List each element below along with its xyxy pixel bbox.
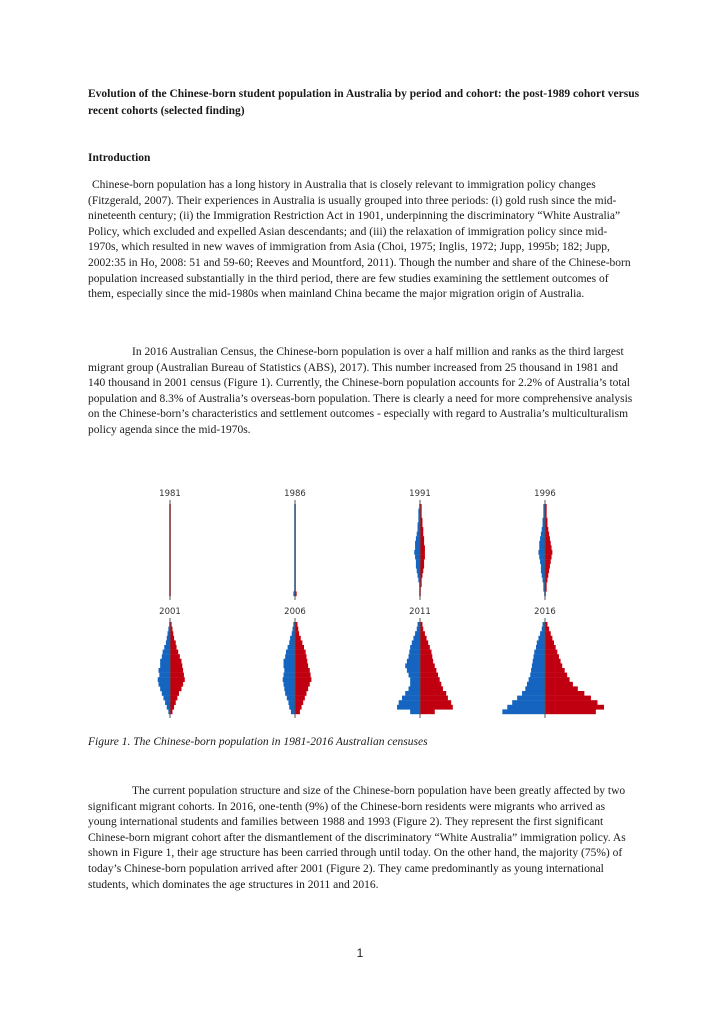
bar-male xyxy=(399,700,420,705)
bar-male xyxy=(159,673,170,678)
bar-female xyxy=(420,555,425,560)
bar-female xyxy=(420,559,424,564)
bar-female xyxy=(545,564,550,569)
bar-female xyxy=(295,640,302,645)
bar-male xyxy=(164,645,170,650)
bar-female xyxy=(545,654,559,659)
bar-male xyxy=(160,686,170,691)
bar-female xyxy=(545,550,552,555)
pyramid-2011 xyxy=(397,607,453,718)
bar-male xyxy=(512,700,545,705)
bar-male xyxy=(407,659,420,664)
bar-male xyxy=(541,568,545,573)
bar-female xyxy=(545,659,561,664)
paper-title: Evolution of the Chinese-born student population in Australia by period and cohort: the post-1989 cohort versus recent cohorts (selected finding) xyxy=(88,88,640,117)
bar-female xyxy=(420,545,425,550)
bar-male xyxy=(285,691,295,696)
bar-female xyxy=(295,645,304,650)
bar-male xyxy=(412,640,420,645)
bar-male xyxy=(159,682,170,687)
bar-female xyxy=(170,700,176,705)
bar-female xyxy=(420,631,425,636)
bar-male xyxy=(288,700,295,705)
bar-male xyxy=(540,631,545,636)
pyramid-year-label: 2001 xyxy=(159,607,181,617)
bar-female xyxy=(170,686,181,691)
bar-male xyxy=(402,696,420,701)
bar-female xyxy=(295,677,311,682)
bar-male xyxy=(538,550,545,555)
bar-female xyxy=(545,705,604,710)
bar-male xyxy=(538,636,545,641)
bar-female xyxy=(420,650,431,655)
bar-male xyxy=(541,564,545,569)
bar-female xyxy=(545,709,596,714)
bar-male xyxy=(290,636,295,641)
bar-male xyxy=(416,559,420,564)
bar-male xyxy=(284,663,295,668)
bar-male xyxy=(289,640,295,645)
bar-male xyxy=(285,654,295,659)
bar-female xyxy=(545,555,552,560)
bar-female xyxy=(420,696,448,701)
bar-female xyxy=(545,545,552,550)
bar-female xyxy=(545,559,551,564)
bar-male xyxy=(539,541,545,546)
bar-female xyxy=(420,709,435,714)
bar-female xyxy=(295,631,299,636)
bar-female xyxy=(170,654,180,659)
bar-male xyxy=(415,545,420,550)
bar-male xyxy=(507,705,545,710)
bar-male xyxy=(537,640,545,645)
bar-female xyxy=(545,700,597,705)
pyramid-1991 xyxy=(409,489,431,600)
bar-male xyxy=(414,550,420,555)
bar-female xyxy=(420,682,441,687)
bar-female xyxy=(170,696,177,701)
bar-male xyxy=(415,541,420,546)
bar-female xyxy=(295,654,306,659)
bar-female xyxy=(295,673,311,678)
bar-female xyxy=(420,654,432,659)
bar-female xyxy=(420,705,453,710)
bar-male xyxy=(540,559,545,564)
bar-female xyxy=(295,709,300,714)
bar-female xyxy=(420,645,430,650)
bar-female xyxy=(170,682,183,687)
pyramid-year-label: 2011 xyxy=(409,607,431,617)
bar-female xyxy=(420,564,424,569)
bar-female xyxy=(545,568,549,573)
bar-male xyxy=(160,663,170,668)
bar-female xyxy=(545,677,570,682)
bar-female xyxy=(545,536,550,541)
bar-female xyxy=(420,541,424,546)
bar-male xyxy=(284,659,295,664)
bar-female xyxy=(545,691,584,696)
bar-male xyxy=(413,636,420,641)
paragraph-intro-2: In 2016 Australian Census, the Chinese-born population is over a half million and ranks as the third largest migrant group (Australian Bureau of Statistics (ABS), 2017). This number increased from 25 thousand in 1981 and 140 thousand in 2001 census (Figure 1). Currently, the Chinese-born population accounts for 2.2% of Australia’s total population and 8.3% of Australia’s overseas-born population. There is clearly a need for more comprehensive analysis on the Chinese-born’s characteristics and settlement outcomes - especially with regard to Australia’s multiculturalism policy agenda since the mid-1970s. xyxy=(88,346,633,436)
bar-male xyxy=(165,700,170,705)
bar-female xyxy=(295,682,310,687)
bar-male xyxy=(284,668,295,673)
bar-female xyxy=(420,659,433,664)
bar-female xyxy=(420,677,440,682)
bar-female xyxy=(420,668,436,673)
bar-male xyxy=(415,631,420,636)
bar-male xyxy=(284,686,295,691)
bar-female xyxy=(545,696,591,701)
bar-male xyxy=(416,564,420,569)
bar-female xyxy=(170,636,174,641)
bar-female xyxy=(420,636,427,641)
bar-female xyxy=(420,536,424,541)
bar-male xyxy=(291,709,295,714)
bar-female xyxy=(545,636,552,641)
bar-male xyxy=(531,668,545,673)
bar-female xyxy=(295,668,310,673)
bar-male xyxy=(158,677,170,682)
bar-male xyxy=(530,673,545,678)
bar-male xyxy=(289,705,295,710)
bar-female xyxy=(295,705,302,710)
bar-female xyxy=(545,686,578,691)
bar-female xyxy=(295,663,308,668)
bar-female xyxy=(420,640,428,645)
bar-male xyxy=(410,682,420,687)
paragraph-intro-1: Chinese-born population has a long history in Australia that is closely relevant to immigration policy changes (Fitzgerald, 2007). Their experiences in Australia is usually grouped into three periods: (i) gold rush since the mid-nineteenth century; (ii) the Immigration Restriction Act in 1901, underpinning the discriminatory “White Australia” Policy, which excluded and expelled Asian descendants; and (iii) the relaxation of immigration policy since mid-1970s, which resulted in new waves of immigration from Asia (Choi, 1975; Inglis, 1972; Jupp, 1995b; 182; Jupp, 2002:35 in Ho, 2008: 51 and 59-60; Reeves and Mountford, 2011). Though the number and share of the Chinese-born population increased substantially in the third period, there are few studies examining the settlement outcomes of them, especially since the mid-1980s when mainland China became the major migration origin of Australia. xyxy=(88,179,631,301)
bar-male xyxy=(405,663,420,668)
bar-male xyxy=(286,650,295,655)
bar-female xyxy=(420,691,446,696)
bar-female xyxy=(545,645,556,650)
pyramid-1981 xyxy=(159,489,181,600)
pyramid-2006 xyxy=(283,607,312,718)
bar-female xyxy=(545,682,573,687)
page-number: 1 xyxy=(356,946,364,960)
bar-female xyxy=(170,705,174,710)
bar-male xyxy=(522,691,545,696)
pyramid-year-label: 1991 xyxy=(409,489,431,499)
bar-female xyxy=(545,673,567,678)
bar-female xyxy=(170,663,182,668)
pyramid-2001 xyxy=(158,607,185,718)
figure-population-pyramids xyxy=(128,486,628,726)
bar-male xyxy=(409,673,420,678)
figure-caption: Figure 1. The Chinese-born population in 1981-2016 Australian censuses xyxy=(88,736,428,748)
bar-male xyxy=(415,555,420,560)
bar-male xyxy=(397,705,420,710)
bar-male xyxy=(283,677,295,682)
bar-male xyxy=(416,536,420,541)
bar-female xyxy=(545,668,565,673)
bar-male xyxy=(534,650,545,655)
bar-female xyxy=(420,686,443,691)
bar-male xyxy=(409,654,420,659)
bar-male xyxy=(409,650,420,655)
bar-female xyxy=(545,640,554,645)
bar-male xyxy=(502,709,545,714)
bar-male xyxy=(410,645,420,650)
paragraph-cohorts: The current population structure and size of the Chinese-born population have been greatly affected by two significant migrant cohorts. In 2016, one-tenth (9%) of the Chinese-born residents were migrants who arrived as young international students and families between 1988 and 1993 (Figure 2). They represent the first significant Chinese-born migrant cohort after the dismantlement of the discriminatory “White Australia” immigration policy. As shown in Figure 1, their age structure has been carried through until today. On the other hand, the majority (75%) of today’s Chinese-born population arrived after 2001 (Figure 2). They came predominantly as young international students, which dominates the age structures in 2011 and 2016. xyxy=(88,785,626,891)
bar-female xyxy=(545,532,549,537)
bar-female xyxy=(295,696,305,701)
pyramid-year-label: 1986 xyxy=(284,489,306,499)
bar-female xyxy=(420,663,435,668)
bar-male xyxy=(162,691,170,696)
bar-male xyxy=(534,654,545,659)
bar-female xyxy=(170,673,184,678)
bar-male xyxy=(159,668,170,673)
bar-female xyxy=(170,650,178,655)
bar-male xyxy=(160,659,170,664)
pyramid-year-label: 2006 xyxy=(284,607,306,617)
bar-female xyxy=(545,541,551,546)
bar-female xyxy=(295,686,308,691)
bar-female xyxy=(295,650,306,655)
pyramid-year-label: 2016 xyxy=(534,607,556,617)
bar-male xyxy=(284,673,295,678)
bar-male xyxy=(539,545,545,550)
pyramid-1996 xyxy=(534,489,556,600)
bar-male xyxy=(529,677,545,682)
bar-male xyxy=(166,640,170,645)
bar-male xyxy=(410,677,420,682)
bar-male xyxy=(405,691,420,696)
bar-male xyxy=(407,668,420,673)
bar-male xyxy=(536,645,545,650)
pyramid-1986 xyxy=(284,489,306,600)
bar-female xyxy=(420,700,451,705)
bar-female xyxy=(170,640,176,645)
bar-female xyxy=(420,673,438,678)
bar-male xyxy=(541,532,545,537)
bar-male xyxy=(163,696,170,701)
bar-female xyxy=(295,691,306,696)
pyramid-2016 xyxy=(502,607,604,718)
bar-female xyxy=(170,668,183,673)
bar-male xyxy=(540,536,545,541)
bar-female xyxy=(420,550,425,555)
bar-male xyxy=(527,682,545,687)
bar-female xyxy=(295,659,307,664)
bar-male xyxy=(163,650,170,655)
bar-male xyxy=(525,686,545,691)
bar-female xyxy=(545,627,549,632)
bar-female xyxy=(170,677,185,682)
bar-male xyxy=(287,696,295,701)
bar-female xyxy=(170,645,177,650)
bar-male xyxy=(162,654,170,659)
section-heading-introduction: Introduction xyxy=(88,152,151,164)
bar-female xyxy=(170,691,179,696)
bar-female xyxy=(545,631,551,636)
bar-male xyxy=(532,663,545,668)
bar-female xyxy=(170,659,181,664)
bar-female xyxy=(545,663,562,668)
bar-male xyxy=(539,555,545,560)
pyramid-year-label: 1996 xyxy=(534,489,556,499)
bar-male xyxy=(410,709,420,714)
bar-male xyxy=(284,682,295,687)
bar-male xyxy=(288,645,295,650)
bar-male xyxy=(409,686,420,691)
bar-female xyxy=(295,700,303,705)
bar-male xyxy=(533,659,545,664)
bar-female xyxy=(295,636,301,641)
pyramid-year-label: 1981 xyxy=(159,489,181,499)
bar-male xyxy=(517,696,545,701)
bar-female xyxy=(545,650,557,655)
